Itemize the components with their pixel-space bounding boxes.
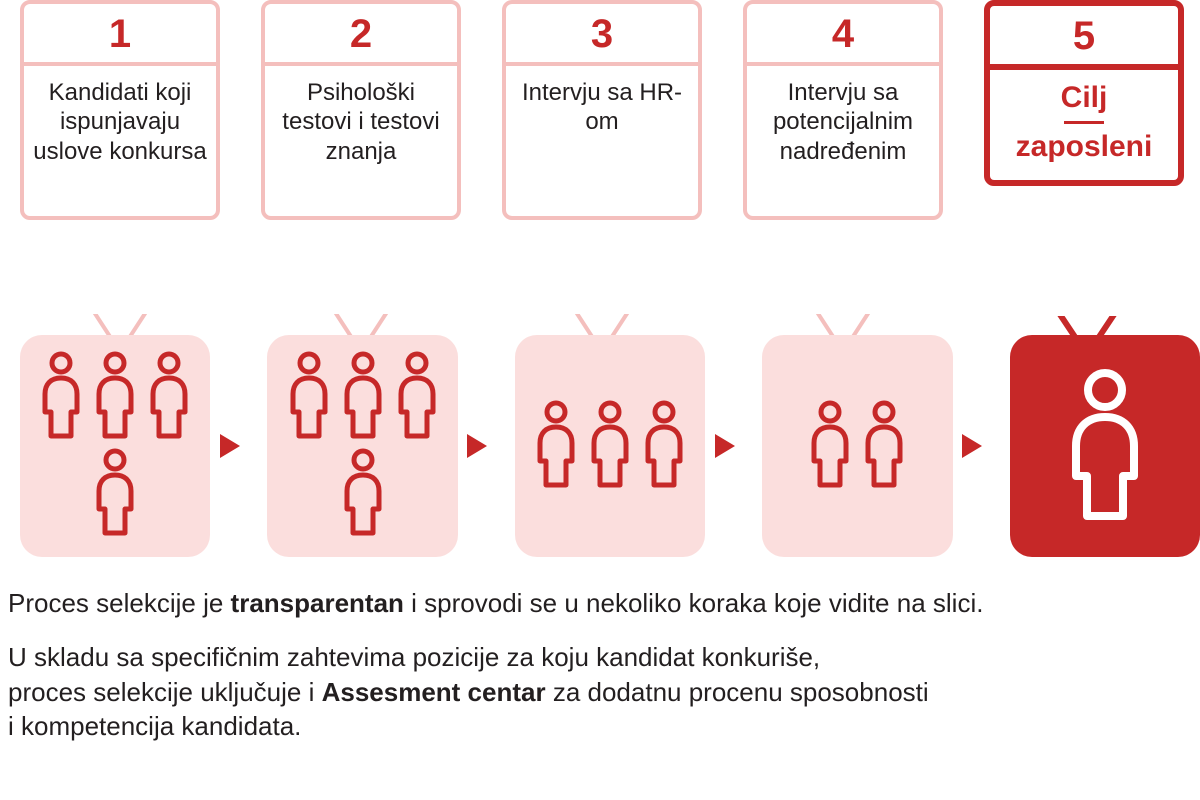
- step-5-number: 5: [990, 6, 1178, 70]
- person-icon: [860, 399, 908, 494]
- caption-p2-bold: Assesment centar: [321, 676, 546, 707]
- person-icon: [393, 350, 441, 445]
- step-2-number: 2: [265, 4, 457, 66]
- caption-p2-before: proces selekcije uključuje i: [8, 676, 322, 707]
- panel-stage-5: [1010, 335, 1200, 557]
- caption-paragraph-2-line-1: U skladu sa specifičnim zahtevima pozicije za koju kandidat konkuriše,: [8, 642, 821, 673]
- people-group-2: [279, 350, 447, 542]
- step-4: [743, 0, 943, 310]
- people-group-4: [773, 399, 941, 494]
- hired-person-icon: [1062, 364, 1148, 529]
- arrow-3-icon: [705, 432, 744, 460]
- people-group-1: [31, 350, 199, 542]
- step-2-text: Psihološki testovi i testovi znanja: [282, 79, 440, 165]
- step-2-bubble: [261, 0, 461, 220]
- caption-paragraph-1: [8, 586, 1192, 620]
- person-icon: [37, 350, 85, 445]
- step-5-goal: [990, 70, 1178, 180]
- step-4-bubble: [743, 0, 943, 220]
- caption-p1-after: i sprovodi se u nekoliko koraka koje vidite na slici.: [403, 588, 984, 618]
- step-5: [984, 0, 1184, 310]
- step-1-text: Kandidati koji ispunjavaju uslove konkursa: [33, 79, 207, 165]
- people-group-3: [526, 399, 694, 494]
- caption-paragraph-2-line-2: [8, 675, 1192, 709]
- arrow-2-icon: [458, 432, 497, 460]
- caption-p1-before: Proces selekcije je: [8, 588, 231, 618]
- panel-stage-3: [515, 335, 705, 557]
- panels-row: [0, 332, 1200, 560]
- panel-stage-4: [762, 335, 952, 557]
- person-icon: [91, 447, 139, 542]
- arrow-1-icon: [210, 432, 249, 460]
- step-5-goal-line2: zaposleni: [1015, 130, 1153, 163]
- person-icon: [339, 350, 387, 445]
- caption-p1-bold: transparentan: [230, 588, 404, 618]
- panel-stage-2: [267, 335, 457, 557]
- person-icon: [640, 399, 688, 494]
- person-icon: [532, 399, 580, 494]
- caption-paragraph-2-line-3: i kompetencija kandidata.: [8, 710, 302, 741]
- step-1: [20, 0, 220, 310]
- goal-divider: [1064, 121, 1104, 124]
- step-3-text: Intervju sa HR-om: [521, 79, 683, 136]
- person-icon: [806, 399, 854, 494]
- caption-block: [8, 586, 1192, 743]
- person-icon: [91, 350, 139, 445]
- step-1-number: 1: [24, 4, 216, 66]
- step-2: [261, 0, 461, 310]
- step-5-bubble: [984, 0, 1184, 186]
- person-icon: [586, 399, 634, 494]
- person-icon: [145, 350, 193, 445]
- arrow-4-icon: [953, 432, 992, 460]
- step-3-number: 3: [506, 4, 698, 66]
- people-group-5: [1021, 364, 1189, 529]
- step-3-bubble: [502, 0, 702, 220]
- caption-p2-after: za dodatnu procenu sposobnosti: [545, 676, 929, 707]
- panel-stage-1: [20, 335, 210, 557]
- person-icon: [339, 447, 387, 542]
- step-3: [502, 0, 702, 310]
- step-4-number: 4: [747, 4, 939, 66]
- step-1-bubble: [20, 0, 220, 220]
- step-5-goal-line1: Cilj: [1060, 80, 1108, 114]
- person-icon: [285, 350, 333, 445]
- steps-row: [0, 0, 1200, 310]
- step-4-text: Intervju sa potencijalnim nadređenim: [772, 79, 914, 165]
